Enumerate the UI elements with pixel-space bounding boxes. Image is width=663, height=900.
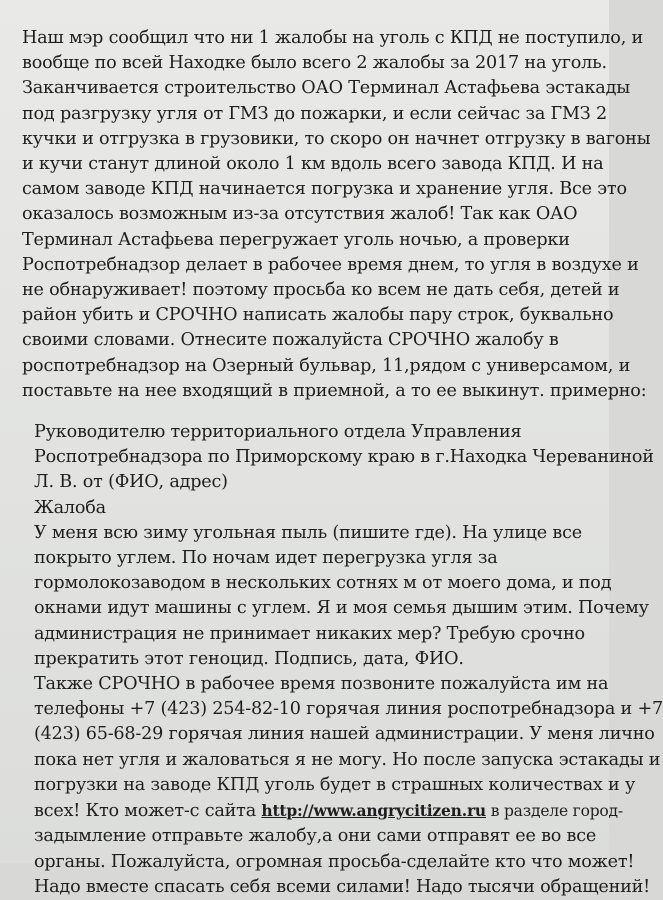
- text-line: Наш мэр сообщил что ни 1 жалобы на уголь с КПД не поступило, и: [22, 28, 644, 48]
- text-line: Роспотребнадзора по Приморскому краю в г.Находка Череваниной: [34, 447, 654, 468]
- complaint-heading: Жалоба: [34, 497, 106, 518]
- text-line: Л. В. от (ФИО, адрес): [34, 472, 228, 493]
- text-line: Заканчивается строительство ОАО Терминал Астафьева эстакады: [22, 78, 631, 99]
- site-line-before: всех! Кто может-с сайта: [34, 801, 262, 822]
- text-line: (423) 65-68-29 горячая линия нашей администрации. У меня лично: [34, 724, 655, 745]
- text-line: не обнаруживает! поэтому просьба ко всем не дать себя, детей и: [22, 280, 620, 301]
- text-line: органы. Пожалуйста, огромная просьба-сделайте кто что может!: [34, 851, 635, 872]
- text-line: вообще по всей Находке было всего 2 жалобы за 2017 на уголь.: [22, 53, 607, 74]
- text-line: гормолокозаводом в нескольких сотнях м от моего дома, и под: [34, 573, 612, 594]
- text-line: задымление отправьте жалобу,а они сами отправят ее во все: [34, 826, 597, 847]
- text-line: Руководителю территориального отдела Управления: [34, 422, 522, 443]
- text-line: У меня всю зиму угольная пыль (пишите где). На улице все: [34, 522, 582, 543]
- text-line: своими словами. Отнесите пожалуйста СРОЧНО жалобу в: [22, 330, 559, 351]
- text-line: администрация не принимает никаких мер? Требую срочно: [34, 623, 585, 644]
- site-line-after: в разделе город-: [485, 802, 623, 821]
- text-line: район убить и СРОЧНО написать жалобы пару строк, буквально: [22, 305, 614, 326]
- complaint-block: [34, 496, 663, 900]
- intro-paragraph: [22, 26, 651, 404]
- text-line: окнами идут машины с углем. Я и моя семья дышим этим. Почему: [34, 598, 649, 619]
- text-line: прекратить этот геноцид. Подпись, дата, ФИО.: [34, 648, 464, 669]
- site-link[interactable]: http://www.angrycitizen.ru: [261, 801, 486, 821]
- text-line: под разгрузку угля от ГМЗ до пожарки, и если сейчас за ГМЗ 2: [22, 103, 607, 124]
- text-line: поставьте на нее входящий в приемной, а то ее выкинут. примерно:: [22, 380, 647, 401]
- text-line: оказалось возможным из-за отсутствия жалоб! Так как ОАО: [22, 204, 578, 225]
- addressee-block: [34, 420, 654, 496]
- text-line: покрыто углем. По ночам идет перегрузка угля за: [34, 548, 498, 569]
- text-line: и кучи станут длиной около 1 км вдоль всего завода КПД. И на: [22, 154, 604, 175]
- text-line: роспотребнадзор на Озерный бульвар, 11,рядом с универсамом, и: [22, 355, 631, 376]
- text-line: телефоны +7 (423) 254-82-10 горячая линия роспотребнадзора и +7: [34, 699, 663, 720]
- text-line: погрузки на заводе КПД уголь будет в страшных количествах и у: [34, 774, 636, 795]
- paragraph-gap: [22, 404, 595, 420]
- text-line: кучки и отгрузка в грузовики, то скоро он начнет отгрузку в вагоны: [22, 128, 651, 149]
- text-line: Терминал Астафьева перегружает уголь ночью, а проверки: [22, 229, 570, 250]
- text-line: Надо вместе спасать себя всеми силами! Надо тысячи обращений!: [34, 876, 651, 897]
- text-line: Также СРОЧНО в рабочее время позвоните пожалуйста им на: [34, 674, 609, 695]
- text-line: самом заводе КПД начинается погрузка и хранение угля. Все это: [22, 179, 627, 200]
- site-line: [34, 798, 623, 824]
- text-line: Роспотребнадзор делает в рабочее время днем, то угля в воздухе и: [22, 254, 639, 275]
- text-line: пока нет угля и жаловаться я не могу. Но после запуска эстакады и: [34, 749, 661, 770]
